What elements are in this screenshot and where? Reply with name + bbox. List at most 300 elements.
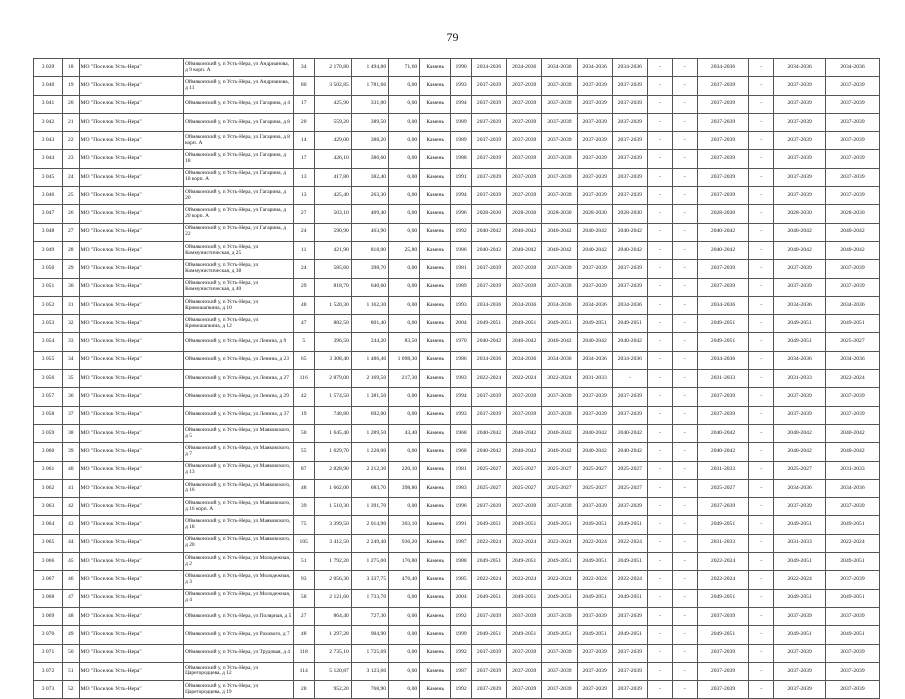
residential-area-cell: 2 212,30: [351, 461, 388, 479]
period-cell-7: 2037-2039: [774, 77, 826, 95]
dash-cell-3: -: [749, 315, 774, 333]
period-cell-6: 2037-2039: [697, 681, 749, 699]
period-cell-5: 2037-2039: [612, 77, 647, 95]
period-cell-6: 2034-2036: [697, 296, 749, 314]
period-cell-1: 2037-2039: [471, 498, 506, 516]
nonresidential-area-cell: 1 098,30: [389, 351, 420, 369]
dash-cell-3: -: [749, 534, 774, 552]
table-row: [34, 150, 880, 168]
address-cell: Оймяконский у, п Усть-Нера, ул Рахового, д 7: [184, 626, 294, 644]
address-cell: Оймяконский у, п Усть-Нера, ул Гагарина, д 22: [184, 223, 294, 241]
period-cell-4: 2037-2039: [577, 168, 612, 186]
ordinal-cell: 30: [62, 278, 79, 296]
period-cell-5: 2037-2039: [612, 681, 647, 699]
period-cell-5: 2025-2027: [612, 479, 647, 497]
residential-area-cell: 801,40: [351, 315, 388, 333]
wall-material-cell: Камень: [420, 571, 451, 589]
address-cell: Оймяконский у, п Усть-Нера, ул Маяковского, д 16 корп. А: [184, 498, 294, 516]
period-cell-5: 2037-2039: [612, 662, 647, 680]
period-cell-4: 2037-2039: [577, 662, 612, 680]
address-cell: Оймяконский у, п Усть-Нера, ул Коммунистическая, д 38: [184, 260, 294, 278]
period-cell-4: 2025-2027: [577, 479, 612, 497]
nonresidential-area-cell: 0,00: [389, 681, 420, 699]
table-row: [34, 333, 880, 351]
period-cell-6: 2049-2051: [697, 516, 749, 534]
period-cell-3: 2037-2039: [542, 644, 577, 662]
total-area-cell: 396,50: [314, 333, 351, 351]
housing-table-container: [33, 58, 880, 699]
ordinal-cell: 45: [62, 553, 79, 571]
period-cell-6: 2037-2039: [697, 662, 749, 680]
year-built-cell: 1999: [451, 626, 472, 644]
period-cell-6: 2028-2030: [697, 205, 749, 223]
period-cell-6: 2037-2039: [697, 187, 749, 205]
dash-cell-3: -: [749, 351, 774, 369]
period-cell-7: 2037-2039: [774, 150, 826, 168]
total-area-cell: 818,70: [314, 278, 351, 296]
total-area-cell: 590,90: [314, 223, 351, 241]
ordinal-cell: 31: [62, 296, 79, 314]
year-built-cell: 1992: [451, 644, 472, 662]
dash-cell-2: -: [672, 95, 697, 113]
municipality-cell: МО "Поселок Усть-Нера": [79, 132, 184, 150]
period-cell-8: 2022-2024: [826, 534, 880, 552]
period-cell-2: 2049-2051: [507, 589, 542, 607]
wall-material-cell: Камень: [420, 424, 451, 442]
address-cell: Оймяконский у, п Усть-Нера, ул Коммунистическая, д 25: [184, 241, 294, 259]
period-cell-3: 2040-2042: [542, 223, 577, 241]
period-cell-5: 2049-2051: [612, 315, 647, 333]
year-built-cell: 1989: [451, 132, 472, 150]
period-cell-4: 2037-2039: [577, 77, 612, 95]
wall-material-cell: Камень: [420, 241, 451, 259]
wall-material-cell: Камень: [420, 516, 451, 534]
nonresidential-area-cell: 170,80: [389, 553, 420, 571]
nonresidential-area-cell: 0,00: [389, 626, 420, 644]
period-cell-3: 2037-2039: [542, 388, 577, 406]
period-cell-4: 2037-2039: [577, 95, 612, 113]
period-cell-5: 2037-2039: [612, 150, 647, 168]
dash-cell-3: -: [749, 479, 774, 497]
period-cell-7: 2037-2039: [774, 498, 826, 516]
period-cell-8: 2037-2039: [826, 77, 880, 95]
wall-material-cell: Камень: [420, 260, 451, 278]
residents-cell: 116: [293, 370, 314, 388]
table-row: [34, 607, 880, 625]
period-cell-8: 2031-2033: [826, 461, 880, 479]
residents-cell: 39: [293, 498, 314, 516]
dash-cell-2: -: [672, 113, 697, 131]
dash-cell-3: -: [749, 388, 774, 406]
wall-material-cell: Камень: [420, 296, 451, 314]
year-built-cell: 1986: [451, 351, 472, 369]
municipality-cell: МО "Поселок Усть-Нера": [79, 260, 184, 278]
period-cell-5: 2037-2039: [612, 132, 647, 150]
period-cell-5: 2037-2039: [612, 113, 647, 131]
period-cell-2: 2040-2042: [507, 241, 542, 259]
period-cell-3: 2037-2039: [542, 662, 577, 680]
dash-cell-3: -: [749, 241, 774, 259]
period-cell-7: 2040-2042: [774, 443, 826, 461]
period-cell-2: 2037-2039: [507, 278, 542, 296]
row-id-cell: 3 062: [34, 479, 63, 497]
dash-cell-1: -: [647, 406, 672, 424]
total-area-cell: 748,80: [314, 406, 351, 424]
ordinal-cell: 49: [62, 626, 79, 644]
period-cell-4: 2049-2051: [577, 516, 612, 534]
period-cell-4: 2037-2039: [577, 498, 612, 516]
municipality-cell: МО "Поселок Усть-Нера": [79, 205, 184, 223]
municipality-cell: МО "Поселок Усть-Нера": [79, 553, 184, 571]
period-cell-1: 2040-2042: [471, 443, 506, 461]
dash-cell-2: -: [672, 315, 697, 333]
table-row: [34, 571, 880, 589]
dash-cell-1: -: [647, 59, 672, 77]
period-cell-2: 2022-2024: [507, 534, 542, 552]
municipality-cell: МО "Поселок Усть-Нера": [79, 113, 184, 131]
dash-cell-2: -: [672, 461, 697, 479]
period-cell-7: 2037-2039: [774, 662, 826, 680]
nonresidential-area-cell: 0,00: [389, 406, 420, 424]
dash-cell-1: -: [647, 607, 672, 625]
wall-material-cell: Камень: [420, 59, 451, 77]
year-built-cell: 1991: [451, 168, 472, 186]
address-cell: Оймяконский у, п Усть-Нера, ул Кривошапкина, д 12: [184, 315, 294, 333]
period-cell-1: 2049-2051: [471, 589, 506, 607]
dash-cell-3: -: [749, 443, 774, 461]
municipality-cell: МО "Поселок Усть-Нера": [79, 644, 184, 662]
period-cell-4: 2037-2039: [577, 260, 612, 278]
dash-cell-2: -: [672, 406, 697, 424]
total-area-cell: 1 520,30: [314, 296, 351, 314]
residential-area-cell: 263,30: [351, 187, 388, 205]
period-cell-5: 2034-2036: [612, 59, 647, 77]
nonresidential-area-cell: 25,80: [389, 241, 420, 259]
residents-cell: 24: [293, 223, 314, 241]
residents-cell: 11: [293, 241, 314, 259]
residents-cell: 19: [293, 406, 314, 424]
nonresidential-area-cell: 83,50: [389, 333, 420, 351]
address-cell: Оймяконский у, п Усть-Нера, ул Андрианова, д 11: [184, 77, 294, 95]
wall-material-cell: Камень: [420, 132, 451, 150]
period-cell-1: 2037-2039: [471, 168, 506, 186]
table-row: [34, 626, 880, 644]
residential-area-cell: 463,90: [351, 223, 388, 241]
dash-cell-1: -: [647, 516, 672, 534]
nonresidential-area-cell: 936,20: [389, 534, 420, 552]
residential-area-cell: 2 169,50: [351, 370, 388, 388]
period-cell-8: 2025-2027: [826, 333, 880, 351]
nonresidential-area-cell: 0,00: [389, 498, 420, 516]
period-cell-3: 2049-2051: [542, 589, 577, 607]
total-area-cell: 3 412,50: [314, 534, 351, 552]
dash-cell-3: -: [749, 77, 774, 95]
dash-cell-1: -: [647, 77, 672, 95]
ordinal-cell: 50: [62, 644, 79, 662]
residents-cell: 20: [293, 113, 314, 131]
residential-area-cell: 1 275,00: [351, 553, 388, 571]
dash-cell-2: -: [672, 681, 697, 699]
period-cell-6: 2037-2039: [697, 132, 749, 150]
year-built-cell: 1993: [451, 406, 472, 424]
nonresidential-area-cell: 0,00: [389, 607, 420, 625]
dash-cell-2: -: [672, 662, 697, 680]
period-cell-5: 2049-2051: [612, 516, 647, 534]
residents-cell: 13: [293, 187, 314, 205]
period-cell-2: 2028-2030: [507, 205, 542, 223]
period-cell-7: 2040-2042: [774, 223, 826, 241]
row-id-cell: 3 049: [34, 241, 63, 259]
ordinal-cell: 43: [62, 516, 79, 534]
dash-cell-1: -: [647, 150, 672, 168]
year-built-cell: 2004: [451, 589, 472, 607]
ordinal-cell: 23: [62, 150, 79, 168]
ordinal-cell: 33: [62, 333, 79, 351]
period-cell-7: 2037-2039: [774, 95, 826, 113]
nonresidential-area-cell: 217,30: [389, 370, 420, 388]
municipality-cell: МО "Поселок Усть-Нера": [79, 443, 184, 461]
dash-cell-1: -: [647, 479, 672, 497]
period-cell-2: 2037-2039: [507, 388, 542, 406]
period-cell-4: 2034-2036: [577, 59, 612, 77]
period-cell-3: 2034-2036: [542, 59, 577, 77]
period-cell-2: 2040-2042: [507, 443, 542, 461]
address-cell: Оймяконский у, п Усть-Нера, ул Гагарина, д 4: [184, 95, 294, 113]
period-cell-3: 2037-2039: [542, 168, 577, 186]
period-cell-3: 2049-2051: [542, 516, 577, 534]
residential-area-cell: 640,60: [351, 278, 388, 296]
period-cell-6: 2040-2042: [697, 223, 749, 241]
period-cell-1: 2037-2039: [471, 260, 506, 278]
period-cell-7: 2049-2051: [774, 516, 826, 534]
dash-cell-3: -: [749, 516, 774, 534]
residents-cell: 48: [293, 479, 314, 497]
table-row: [34, 388, 880, 406]
nonresidential-area-cell: 0,00: [389, 77, 420, 95]
dash-cell-3: -: [749, 370, 774, 388]
residential-area-cell: 904,90: [351, 626, 388, 644]
municipality-cell: МО "Поселок Усть-Нера": [79, 241, 184, 259]
residents-cell: 13: [293, 168, 314, 186]
table-row: [34, 296, 880, 314]
period-cell-4: 2040-2042: [577, 223, 612, 241]
residential-area-cell: 1 494,80: [351, 59, 388, 77]
year-built-cell: 1992: [451, 681, 472, 699]
wall-material-cell: Камень: [420, 461, 451, 479]
period-cell-1: 2037-2039: [471, 388, 506, 406]
period-cell-4: 2028-2030: [577, 205, 612, 223]
nonresidential-area-cell: 476,40: [389, 571, 420, 589]
total-area-cell: 1 510,30: [314, 498, 351, 516]
period-cell-4: 2037-2039: [577, 278, 612, 296]
dash-cell-3: -: [749, 553, 774, 571]
ordinal-cell: 51: [62, 662, 79, 680]
wall-material-cell: Камень: [420, 644, 451, 662]
dash-cell-1: -: [647, 424, 672, 442]
residential-area-cell: 683,70: [351, 479, 388, 497]
total-area-cell: 1 662,00: [314, 479, 351, 497]
period-cell-1: 2037-2039: [471, 95, 506, 113]
period-cell-3: 2040-2042: [542, 424, 577, 442]
table-row: [34, 223, 880, 241]
nonresidential-area-cell: 0,00: [389, 168, 420, 186]
period-cell-7: 2049-2051: [774, 333, 826, 351]
period-cell-3: 2037-2039: [542, 260, 577, 278]
dash-cell-1: -: [647, 315, 672, 333]
year-built-cell: 1987: [451, 662, 472, 680]
period-cell-8: 2037-2039: [826, 278, 880, 296]
period-cell-1: 2034-2036: [471, 296, 506, 314]
table-row: [34, 424, 880, 442]
period-cell-1: 2025-2027: [471, 479, 506, 497]
municipality-cell: МО "Поселок Усть-Нера": [79, 571, 184, 589]
period-cell-7: 2037-2039: [774, 132, 826, 150]
dash-cell-1: -: [647, 168, 672, 186]
ordinal-cell: 26: [62, 205, 79, 223]
period-cell-1: 2049-2051: [471, 315, 506, 333]
period-cell-5: 2040-2042: [612, 333, 647, 351]
nonresidential-area-cell: 0,00: [389, 150, 420, 168]
year-built-cell: 1983: [451, 479, 472, 497]
period-cell-2: 2025-2027: [507, 461, 542, 479]
nonresidential-area-cell: 220,10: [389, 461, 420, 479]
year-built-cell: 1985: [451, 571, 472, 589]
dash-cell-1: -: [647, 644, 672, 662]
year-built-cell: 1988: [451, 553, 472, 571]
row-id-cell: 3 073: [34, 681, 63, 699]
nonresidential-area-cell: 0,00: [389, 187, 420, 205]
period-cell-7: 2037-2039: [774, 113, 826, 131]
table-row: [34, 95, 880, 113]
total-area-cell: 3 502,85: [314, 77, 351, 95]
period-cell-5: 2037-2039: [612, 644, 647, 662]
period-cell-2: 2040-2042: [507, 333, 542, 351]
residential-area-cell: 1 289,50: [351, 424, 388, 442]
period-cell-6: 2031-2033: [697, 461, 749, 479]
period-cell-6: 2037-2039: [697, 77, 749, 95]
municipality-cell: МО "Поселок Усть-Нера": [79, 95, 184, 113]
period-cell-4: 2034-2036: [577, 351, 612, 369]
year-built-cell: 1968: [451, 443, 472, 461]
period-cell-6: 2037-2039: [697, 644, 749, 662]
municipality-cell: МО "Поселок Усть-Нера": [79, 315, 184, 333]
residential-area-cell: 1 162,30: [351, 296, 388, 314]
period-cell-8: 2037-2039: [826, 662, 880, 680]
nonresidential-area-cell: 0,00: [389, 644, 420, 662]
address-cell: Оймяконский у, п Усть-Нера, ул Трудовая, д 4: [184, 644, 294, 662]
residents-cell: 48: [293, 296, 314, 314]
total-area-cell: 864,40: [314, 607, 351, 625]
period-cell-6: 2025-2027: [697, 479, 749, 497]
residents-cell: 5: [293, 333, 314, 351]
row-id-cell: 3 041: [34, 95, 63, 113]
residential-area-cell: 2 249,40: [351, 534, 388, 552]
period-cell-2: 2022-2024: [507, 370, 542, 388]
year-built-cell: 1996: [451, 498, 472, 516]
dash-cell-1: -: [647, 296, 672, 314]
total-area-cell: 421,90: [314, 241, 351, 259]
period-cell-6: 2040-2042: [697, 443, 749, 461]
address-cell: Оймяконский у, п Усть-Нера, ул Маяковского, д 20: [184, 534, 294, 552]
period-cell-5: 2037-2039: [612, 278, 647, 296]
year-built-cell: 1988: [451, 150, 472, 168]
ordinal-cell: 24: [62, 168, 79, 186]
period-cell-7: 2037-2039: [774, 168, 826, 186]
period-cell-1: 2040-2042: [471, 424, 506, 442]
residents-cell: 75: [293, 516, 314, 534]
ordinal-cell: 42: [62, 498, 79, 516]
dash-cell-2: -: [672, 187, 697, 205]
period-cell-8: 2049-2051: [826, 589, 880, 607]
year-built-cell: 1994: [451, 95, 472, 113]
period-cell-5: 2037-2039: [612, 406, 647, 424]
period-cell-3: 2037-2039: [542, 607, 577, 625]
nonresidential-area-cell: 0,00: [389, 223, 420, 241]
period-cell-7: 2037-2039: [774, 187, 826, 205]
address-cell: Оймяконский у, п Усть-Нера, ул Гагарина, д 20: [184, 187, 294, 205]
municipality-cell: МО "Поселок Усть-Нера": [79, 150, 184, 168]
period-cell-5: 2034-2036: [612, 351, 647, 369]
period-cell-3: 2034-2036: [542, 296, 577, 314]
wall-material-cell: Камень: [420, 607, 451, 625]
period-cell-4: 2022-2024: [577, 571, 612, 589]
address-cell: Оймяконский у, п Усть-Нера, ул Андрианова, д 9 корп. А: [184, 59, 294, 77]
ordinal-cell: 19: [62, 77, 79, 95]
period-cell-5: 2049-2051: [612, 626, 647, 644]
period-cell-8: 2022-2024: [826, 370, 880, 388]
wall-material-cell: Камень: [420, 553, 451, 571]
period-cell-2: 2037-2039: [507, 681, 542, 699]
municipality-cell: МО "Поселок Усть-Нера": [79, 187, 184, 205]
period-cell-4: 2037-2039: [577, 681, 612, 699]
wall-material-cell: Камень: [420, 479, 451, 497]
period-cell-2: 2037-2039: [507, 168, 542, 186]
residential-area-cell: 2 014,90: [351, 516, 388, 534]
table-row: [34, 534, 880, 552]
period-cell-2: 2034-2036: [507, 296, 542, 314]
wall-material-cell: Камень: [420, 187, 451, 205]
residential-area-cell: 389,50: [351, 113, 388, 131]
wall-material-cell: Камень: [420, 113, 451, 131]
year-built-cell: 1981: [451, 461, 472, 479]
total-area-cell: 2 735,10: [314, 644, 351, 662]
period-cell-2: 2034-2036: [507, 59, 542, 77]
total-area-cell: 5 120,87: [314, 662, 351, 680]
period-cell-6: 2037-2039: [697, 113, 749, 131]
table-row: [34, 681, 880, 699]
residents-cell: 17: [293, 95, 314, 113]
table-row: [34, 589, 880, 607]
period-cell-8: 2037-2039: [826, 132, 880, 150]
period-cell-7: 2028-2030: [774, 205, 826, 223]
ordinal-cell: 46: [62, 571, 79, 589]
municipality-cell: МО "Поселок Усть-Нера": [79, 589, 184, 607]
municipality-cell: МО "Поселок Усть-Нера": [79, 406, 184, 424]
dash-cell-3: -: [749, 589, 774, 607]
dash-cell-2: -: [672, 370, 697, 388]
period-cell-5: 2037-2039: [612, 95, 647, 113]
total-area-cell: 952,20: [314, 681, 351, 699]
year-built-cell: 1983: [451, 370, 472, 388]
address-cell: Оймяконский у, п Усть-Нера, ул Молодежная, д 2: [184, 553, 294, 571]
period-cell-6: 2037-2039: [697, 150, 749, 168]
period-cell-7: 2025-2027: [774, 461, 826, 479]
dash-cell-1: -: [647, 553, 672, 571]
municipality-cell: МО "Поселок Усть-Нера": [79, 370, 184, 388]
ordinal-cell: 20: [62, 95, 79, 113]
total-area-cell: 426,10: [314, 150, 351, 168]
dash-cell-3: -: [749, 205, 774, 223]
